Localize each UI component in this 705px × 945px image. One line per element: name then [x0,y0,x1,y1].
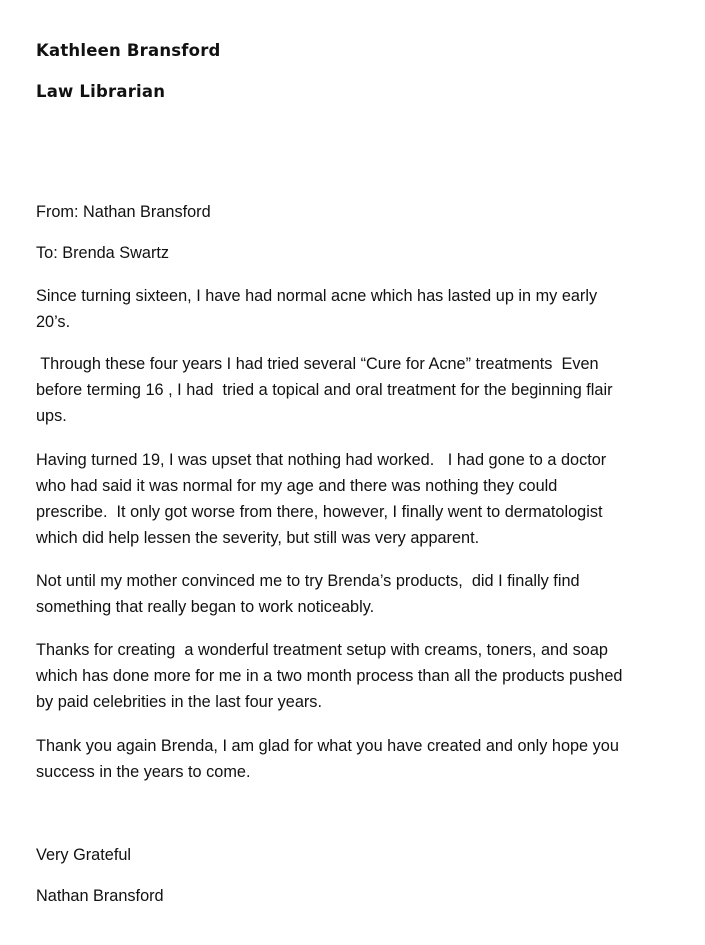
paragraph-line: Having turned 19, I was upset that nothing had worked. I had gone to a doctor [36,451,607,469]
paragraph-line: before terming 16 , I had tried a topical and oral treatment for the beginning flair [36,381,613,399]
paragraph-line: ups. [36,407,67,425]
paragraph-line: which did help lessen the severity, but still was very apparent. [36,529,480,547]
paragraph-line: Thanks for creating a wonderful treatment setup with creams, toners, and soap [36,641,608,659]
paragraph-line: who had said it was normal for my age and there was nothing they could [36,477,558,495]
closing-line: Very Grateful [36,846,132,864]
letterhead-name: Kathleen Bransford [36,41,221,60]
from-line: From: Nathan Bransford [36,203,211,221]
paragraph-1 [36,283,691,335]
paragraph-line: 20’s. [36,313,71,331]
paragraph-2 [36,351,691,429]
letterhead-title: Law Librarian [36,82,166,101]
paragraph-6 [36,733,691,785]
paragraph-4 [36,568,691,620]
paragraph-line: Thank you again Brenda, I am glad for what you have created and only hope you [36,737,619,755]
paragraph-line: prescribe. It only got worse from there, however, I finally went to dermatologist [36,503,603,521]
paragraph-line: which has done more for me in a two month process than all the products pushed [36,667,623,685]
signature-line: Nathan Bransford [36,887,164,905]
paragraph-line: Not until my mother convinced me to try Brenda’s products, did I finally find [36,572,580,590]
paragraph-3 [36,447,691,551]
paragraph-line: by paid celebrities in the last four years. [36,693,322,711]
paragraph-line: Since turning sixteen, I have had normal acne which has lasted up in my early [36,287,598,305]
paragraph-5 [36,637,691,715]
paragraph-line: something that really began to work noticeably. [36,598,375,616]
paragraph-line: Through these four years I had tried several “Cure for Acne” treatments Even [36,355,599,373]
to-line: To: Brenda Swartz [36,244,170,262]
paragraph-line: success in the years to come. [36,763,251,781]
